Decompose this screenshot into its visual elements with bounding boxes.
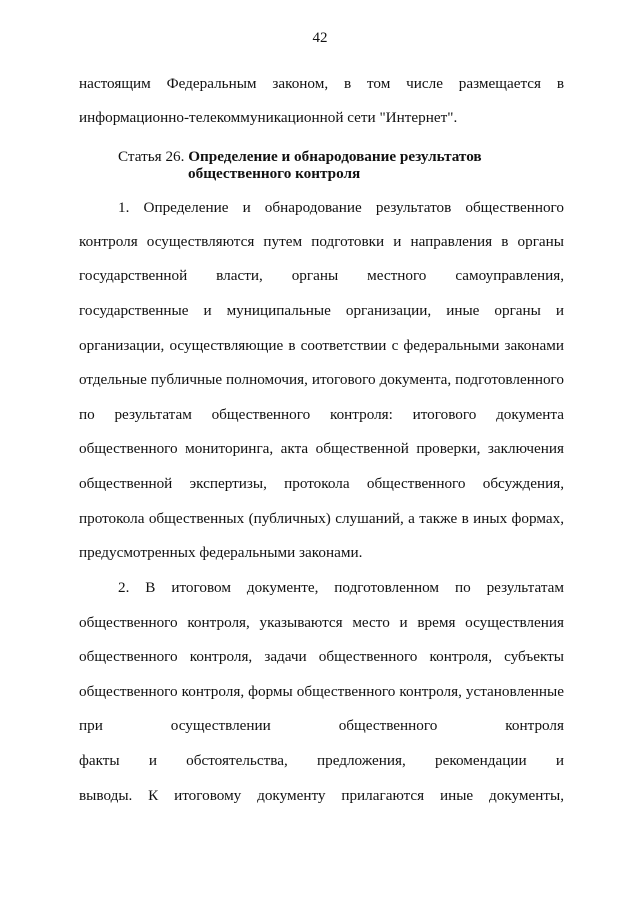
- paragraph-2-line-4: общественного контроля, формы общественного контроля, установленные: [79, 683, 564, 700]
- paragraph-2-line-5: при осуществлении общественного контроля: [79, 717, 564, 734]
- paragraph-1-line-3: государственной власти, органы местного самоуправления,: [79, 267, 564, 284]
- article-title-line-1: Определение и обнародование результатов: [188, 148, 482, 165]
- paragraph-1-line-2: контроля осуществляются путем подготовки и направления в органы: [79, 233, 564, 250]
- article-label: Статья 26.: [118, 148, 189, 165]
- paragraph-1-line-6: отдельные публичные полномочия, итогового документа, подготовленного: [79, 371, 564, 388]
- paragraph-1-line-8: общественного мониторинга, акта общественной проверки, заключения: [79, 440, 564, 457]
- paragraph-1-line-9: общественной экспертизы, протокола общественного обсуждения,: [79, 475, 564, 492]
- paragraph-1-line-10: протокола общественных (публичных) слушаний, а также в иных формах,: [79, 510, 564, 527]
- page-number: 42: [312, 30, 328, 46]
- paragraph-1-line-11: предусмотренных федеральными законами.: [79, 544, 363, 561]
- paragraph-1-line-7: по результатам общественного контроля: итогового документа: [79, 406, 564, 423]
- text-line-1: настоящим Федеральным законом, в том числе размещается в: [79, 75, 564, 92]
- paragraph-2-line-3: общественного контроля, задачи общественного контроля, субъекты: [79, 648, 564, 665]
- article-title-line-2: общественного контроля: [188, 165, 361, 182]
- text-line-2: информационно-телекоммуникационной сети "Интернет".: [79, 109, 458, 126]
- paragraph-1-line-1: 1. Определение и обнародование результатов общественного: [118, 199, 564, 216]
- paragraph-2-line-2: общественного контроля, указываются место и время осуществления: [79, 614, 564, 631]
- paragraph-2-line-7: выводы. К итоговому документу прилагаются иные документы,: [79, 787, 564, 804]
- paragraph-2-line-6: факты и обстоятельства, предложения, рекомендации и: [79, 752, 564, 769]
- paragraph-1-line-4: государственные и муниципальные организации, иные органы и: [79, 302, 564, 319]
- paragraph-2-line-1: 2. В итоговом документе, подготовленном по результатам: [118, 579, 564, 596]
- paragraph-1-line-5: организации, осуществляющие в соответствии с федеральными законами: [79, 337, 564, 354]
